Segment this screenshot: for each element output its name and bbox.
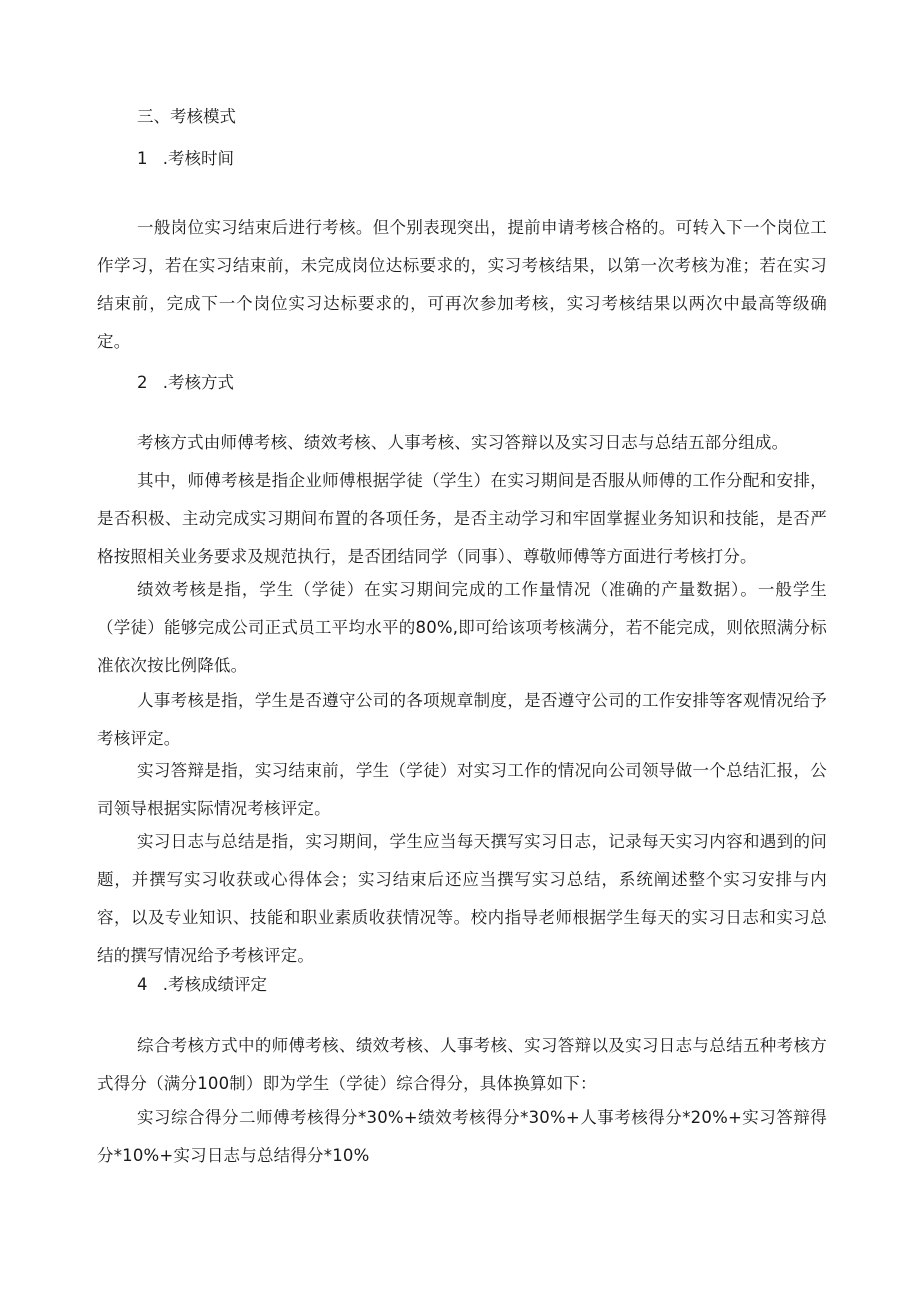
paragraph-grading-formula: 实习综合得分二师傅考核得分*30%+绩效考核得分*30%+人事考核得分*20%+实习答辩得分*10%+实习日志与总结得分*10% (97, 1108, 827, 1165)
paragraph-defense-assessment: 实习答辩是指，实习结束前，学生（学徒）对实习工作的情况向公司领导做一个总结汇报，公司领导根据实际情况考核评定。 (97, 761, 827, 818)
section-heading: 三、考核模式 (137, 107, 236, 126)
subsection-heading-grading (137, 974, 267, 996)
paragraph-performance-assessment: 绩效考核是指，学生（学徒）在实习期间完成的工作量情况（准确的产量数据）。一般学生（学徒）能够完成公司正式员工平均水平的80%,即可给该项考核满分，若不能完成，则依照满分标准依次按比例降低。 (97, 580, 827, 675)
paragraph-log-summary-assessment: 实习日志与总结是指，实习期间，学生应当每天撰写实习日志，记录每天实习内容和遇到的问题，并撰写实习收获或心得体会；实习结束后还应当撰写实习总结，系统阐述整个实习安排与内容，以及专业知识、技能和职业素质收获情况等。校内指导老师根据学生每天的实习日志和实习总结的撰写情况给予考核评定。 (97, 832, 827, 965)
paragraph-hr-assessment: 人事考核是指，学生是否遵守公司的各项规章制度，是否遵守公司的工作安排等客观情况给予考核评定。 (97, 691, 827, 748)
paragraph-method-overview: 考核方式由师傅考核、绩效考核、人事考核、实习答辩以及实习日志与总结五部分组成。 (137, 433, 789, 452)
paragraph-time-desc: 一般岗位实习结束后进行考核。但个别表现突出，提前申请考核合格的。可转入下一个岗位工作学习，若在实习结束前，未完成岗位达标要求的，实习考核结果，以第一次考核为准；若在实习结束前，完成下一个岗位实习达标要求的，可再次参加考核，实习考核结果以两次中最高等级确定。 (97, 218, 827, 351)
subsection-title: .考核成绩评定 (162, 975, 267, 994)
subsection-title: .考核方式 (162, 373, 234, 392)
subsection-number: 1 (137, 149, 148, 168)
subsection-heading-time (137, 148, 234, 170)
paragraph-grading-overview: 综合考核方式中的师傅考核、绩效考核、人事考核、实习答辩以及实习日志与总结五种考核方式得分（满分100制）即为学生（学徒）综合得分，具体换算如下： (97, 1036, 827, 1093)
paragraph-mentor-assessment: 其中，师傅考核是指企业师傅根据学徒（学生）在实习期间是否服从师傅的工作分配和安排，是否积极、主动完成实习期间布置的各项任务，是否主动学习和牢固掌握业务知识和技能，是否严格按照相关业务要求及规范执行，是否团结同学（同事）、尊敬师傅等方面进行考核打分。 (97, 471, 827, 566)
subsection-title: .考核时间 (162, 149, 234, 168)
subsection-heading-method (137, 372, 234, 394)
subsection-number: 4 (137, 975, 148, 994)
subsection-number: 2 (137, 373, 148, 392)
